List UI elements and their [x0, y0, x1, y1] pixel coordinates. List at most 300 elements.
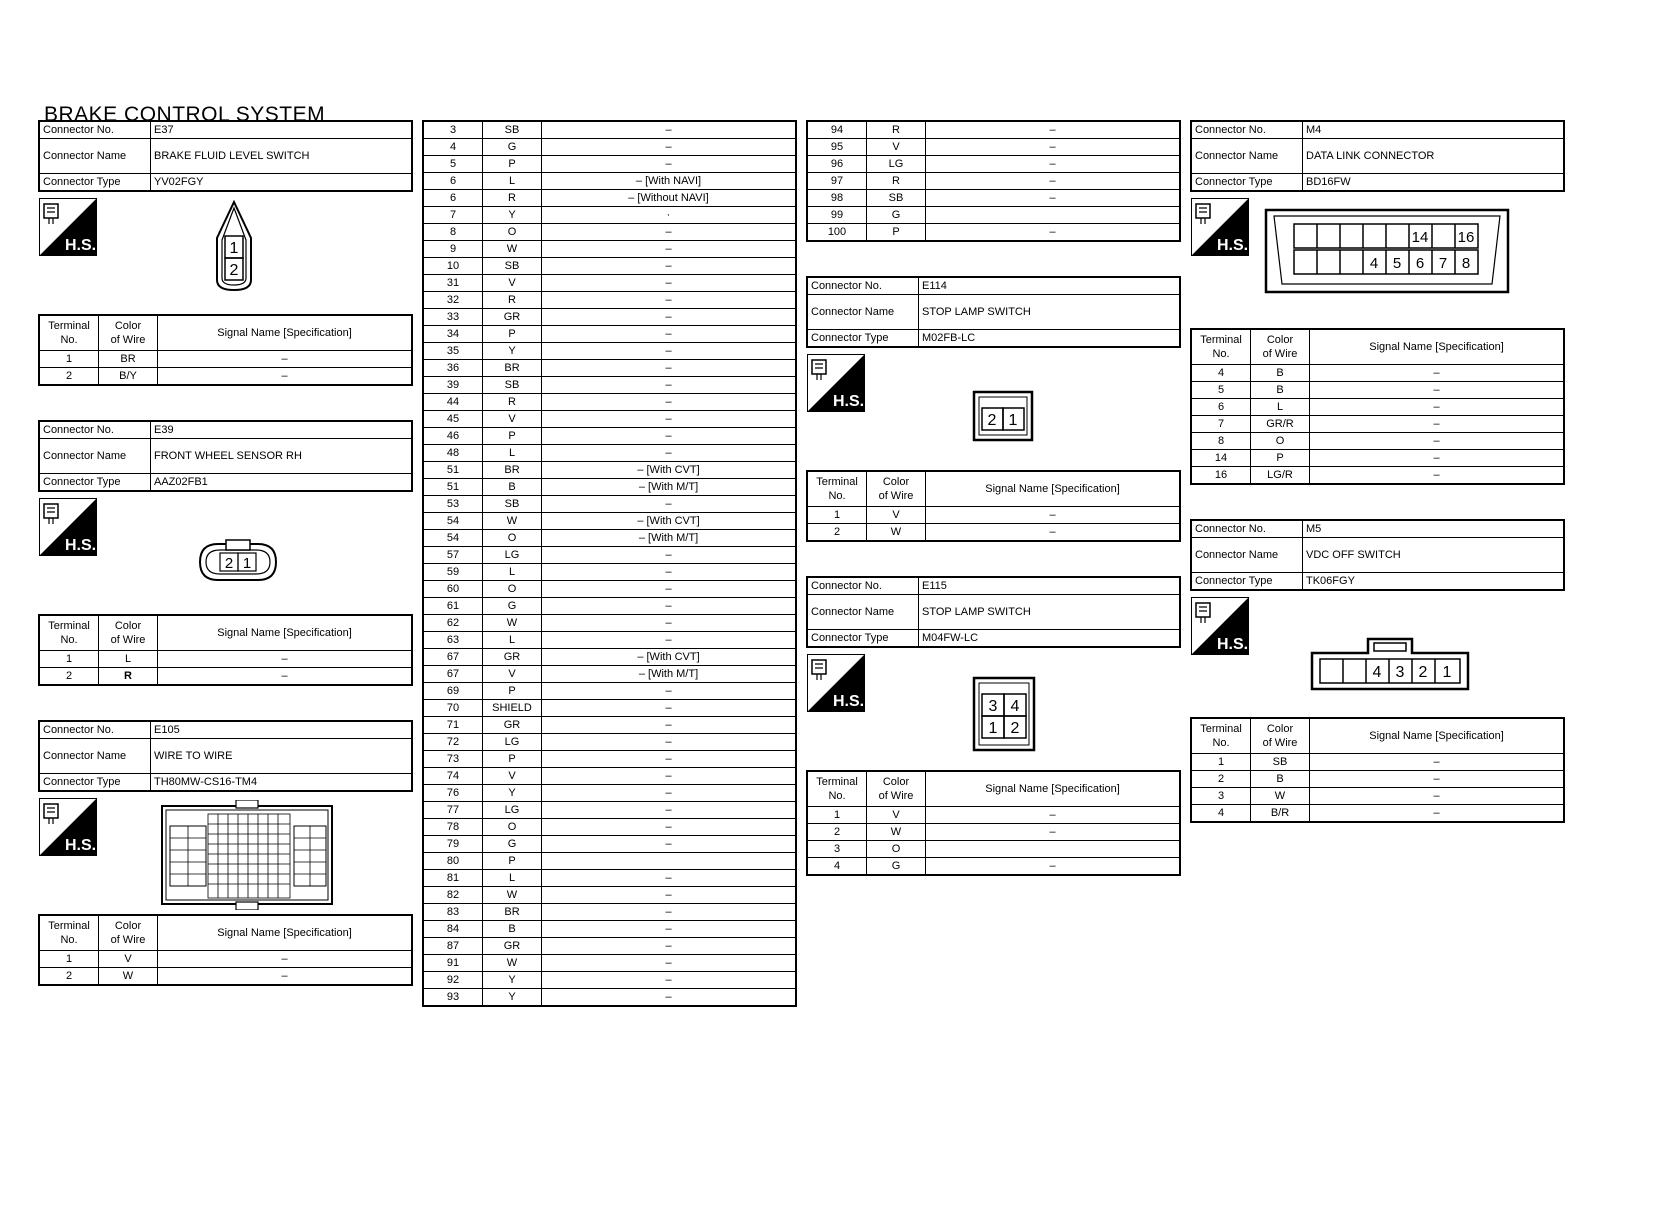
signal-name: – — [542, 292, 797, 309]
terminal-no: 96 — [807, 156, 867, 173]
wire-color: Y — [483, 785, 542, 802]
terminal-no: 98 — [807, 190, 867, 207]
terminal-no: 6 — [423, 173, 483, 190]
table-row — [423, 190, 796, 207]
connector-info-e114: Connector No. E114 Connector Name STOP LAMP SWITCH Connector Type M02FB-LC — [806, 276, 1181, 348]
signal-name: – — [542, 394, 797, 411]
wire-color: G — [483, 139, 542, 156]
terminal-no: 10 — [423, 258, 483, 275]
svg-text:1: 1 — [229, 240, 239, 257]
terminal-no: 72 — [423, 734, 483, 751]
signal-name: – — [542, 598, 797, 615]
table-row: 3 O — [807, 841, 1180, 858]
column-1 — [38, 120, 413, 986]
harness-side-icon — [1191, 597, 1249, 655]
wire-color: SB — [483, 258, 542, 275]
page-title: BRAKE CONTROL SYSTEM — [44, 103, 326, 126]
table-row — [423, 258, 796, 275]
signal-name: – — [542, 938, 797, 955]
table-row — [423, 445, 796, 462]
signal-name: – — [542, 275, 797, 292]
table-row: 4 B/R – — [1191, 805, 1564, 823]
table-row — [423, 513, 796, 530]
table-row — [423, 989, 796, 1007]
signal-name: – [With M/T] — [542, 666, 797, 683]
harness-side-icon — [807, 654, 865, 712]
table-row: 1 SB – — [1191, 754, 1564, 771]
svg-text:H.S.: H.S. — [1217, 237, 1249, 254]
terminal-no: 32 — [423, 292, 483, 309]
table-row — [423, 156, 796, 173]
terminal-no: 73 — [423, 751, 483, 768]
terminal-no: 36 — [423, 360, 483, 377]
signal-name: – — [542, 360, 797, 377]
table-row: 2 B/Y – — [39, 368, 412, 386]
table-row — [423, 666, 796, 683]
table-row — [423, 819, 796, 836]
table-row — [423, 462, 796, 479]
svg-text:2: 2 — [1010, 720, 1020, 737]
wire-color: P — [483, 326, 542, 343]
signal-name: – — [542, 258, 797, 275]
wire-color: BR — [483, 904, 542, 921]
table-row — [423, 343, 796, 360]
signal-name: – — [542, 121, 797, 139]
connector-info-m4: Connector No. M4 Connector Name DATA LINK CONNECTOR Connector Type BD16FW — [1190, 120, 1565, 192]
connector-diagram-e37 — [213, 200, 255, 292]
table-row — [423, 394, 796, 411]
wire-color: W — [483, 955, 542, 972]
signal-name: – [With NAVI] — [542, 173, 797, 190]
svg-text:8: 8 — [1461, 255, 1471, 272]
wire-color: P — [483, 156, 542, 173]
table-row — [423, 139, 796, 156]
terminal-no: 51 — [423, 479, 483, 496]
terminal-no: 3 — [423, 121, 483, 139]
harness-side-icon — [39, 498, 97, 556]
svg-text:2: 2 — [1418, 664, 1428, 681]
table-row — [423, 802, 796, 819]
wire-color: R — [483, 394, 542, 411]
terminal-no: 6 — [423, 190, 483, 207]
signal-name: – — [542, 224, 797, 241]
signal-name: – — [542, 496, 797, 513]
table-row — [807, 190, 1180, 207]
signal-name: – — [542, 377, 797, 394]
terminal-no: 92 — [423, 972, 483, 989]
signal-name: – — [542, 904, 797, 921]
signal-name: – — [542, 326, 797, 343]
connector-diagram-m5 — [1310, 635, 1470, 691]
svg-text:1: 1 — [1442, 664, 1452, 681]
signal-name: – — [542, 564, 797, 581]
wire-color: SB — [867, 190, 926, 207]
table-row: 1 V – — [807, 507, 1180, 524]
terminal-no: 39 — [423, 377, 483, 394]
wire-color: BR — [483, 360, 542, 377]
table-row: 4 G – — [807, 858, 1180, 876]
svg-text:3: 3 — [988, 698, 998, 715]
wire-color: B — [483, 921, 542, 938]
wire-color: P — [867, 224, 926, 242]
wire-color: P — [483, 751, 542, 768]
table-row: 8 O – — [1191, 433, 1564, 450]
wire-color: W — [483, 615, 542, 632]
signal-name: – — [542, 411, 797, 428]
terminal-no: 97 — [807, 173, 867, 190]
table-row — [423, 173, 796, 190]
table-row: 1 L – — [39, 651, 412, 668]
wire-color: R — [483, 292, 542, 309]
terminal-no: 94 — [807, 121, 867, 139]
wire-color: G — [483, 836, 542, 853]
svg-text:H.S.: H.S. — [65, 237, 97, 254]
signal-name: – — [542, 751, 797, 768]
signal-name: – [With M/T] — [542, 479, 797, 496]
wire-color: BR — [483, 462, 542, 479]
signal-name: – — [542, 428, 797, 445]
harness-side-icon — [39, 198, 97, 256]
terminal-no: 46 — [423, 428, 483, 445]
table-row — [423, 870, 796, 887]
connector-info-e105: Connector No. E105 Connector Name WIRE TO WIRE Connector Type TH80MW-CS16-TM4 — [38, 720, 413, 792]
terminal-no: 45 — [423, 411, 483, 428]
table-row — [423, 275, 796, 292]
wire-color: GR — [483, 309, 542, 326]
label: Connector Name — [39, 139, 151, 174]
connector-info-e39: Connector No. E39 Connector Name FRONT WHEEL SENSOR RH Connector Type AAZ02FB1 — [38, 420, 413, 492]
svg-text:1: 1 — [242, 555, 252, 572]
signal-name: – [With CVT] — [542, 649, 797, 666]
signal-name: – — [542, 972, 797, 989]
signal-name: – — [542, 989, 797, 1007]
wire-color: R — [867, 173, 926, 190]
table-row — [423, 717, 796, 734]
wire-color: LG — [867, 156, 926, 173]
connector-info-m5: Connector No. M5 Connector Name VDC OFF SWITCH Connector Type TK06FGY — [1190, 519, 1565, 591]
terminal-no: 59 — [423, 564, 483, 581]
table-row — [423, 751, 796, 768]
wire-table-e39: Terminal No. Color of Wire Signal Name [Specification] 1 L – 2 R – — [38, 614, 413, 686]
column-3 — [806, 120, 1181, 876]
wire-color: L — [483, 564, 542, 581]
table-row — [807, 156, 1180, 173]
terminal-no: 67 — [423, 649, 483, 666]
table-row — [423, 428, 796, 445]
terminal-no: 78 — [423, 819, 483, 836]
terminal-no: 62 — [423, 615, 483, 632]
wire-color: G — [867, 207, 926, 224]
wire-color: GR — [483, 649, 542, 666]
signal-name: – — [926, 156, 1181, 173]
table-row: 1 BR – — [39, 351, 412, 368]
signal-name: – — [542, 870, 797, 887]
terminal-no: 79 — [423, 836, 483, 853]
terminal-no: 81 — [423, 870, 483, 887]
terminal-no: 61 — [423, 598, 483, 615]
table-row — [423, 326, 796, 343]
table-row — [423, 377, 796, 394]
wire-color: Y — [483, 343, 542, 360]
table-row — [423, 360, 796, 377]
table-row: 1 V – — [39, 951, 412, 968]
wire-color: V — [867, 139, 926, 156]
signal-name: – — [542, 547, 797, 564]
wire-color: V — [483, 666, 542, 683]
table-row — [423, 785, 796, 802]
table-row: 2 R – — [39, 668, 412, 686]
svg-text:3: 3 — [1395, 664, 1405, 681]
wire-color: O — [483, 819, 542, 836]
table-row — [423, 479, 796, 496]
table-row — [423, 547, 796, 564]
terminal-no: 70 — [423, 700, 483, 717]
wire-color: L — [483, 870, 542, 887]
wire-color: P — [483, 428, 542, 445]
svg-text:2: 2 — [224, 555, 234, 572]
terminal-no: 76 — [423, 785, 483, 802]
svg-text:1: 1 — [988, 720, 998, 737]
svg-text:2: 2 — [987, 412, 997, 429]
terminal-no: 54 — [423, 513, 483, 530]
svg-text:6: 6 — [1415, 255, 1425, 272]
wire-color: L — [483, 173, 542, 190]
table-row — [423, 411, 796, 428]
terminal-no: 33 — [423, 309, 483, 326]
wire-table-m5: Terminal No. Color of Wire Signal Name [Specification] 1 SB – 2 B – 3 W – 4 B/R – — [1190, 717, 1565, 823]
table-row — [423, 836, 796, 853]
wire-color: V — [483, 275, 542, 292]
signal-name: – [With CVT] — [542, 462, 797, 479]
terminal-no: 34 — [423, 326, 483, 343]
signal-name: – — [542, 921, 797, 938]
table-row — [423, 921, 796, 938]
terminal-no: 100 — [807, 224, 867, 242]
svg-text:4: 4 — [1369, 255, 1379, 272]
table-row — [423, 904, 796, 921]
terminal-no: 93 — [423, 989, 483, 1007]
signal-name: – — [542, 785, 797, 802]
wire-color: B — [483, 479, 542, 496]
harness-side-icon — [807, 354, 865, 412]
terminal-no: 60 — [423, 581, 483, 598]
wire-color: SB — [483, 496, 542, 513]
signal-name: – — [542, 700, 797, 717]
table-row — [423, 309, 796, 326]
table-row: 14 P – — [1191, 450, 1564, 467]
terminal-no: 67 — [423, 666, 483, 683]
table-row — [423, 292, 796, 309]
terminal-no: 91 — [423, 955, 483, 972]
table-row: 1 V – — [807, 807, 1180, 824]
table-row — [423, 564, 796, 581]
wire-color: R — [483, 190, 542, 207]
wire-color: GR — [483, 717, 542, 734]
connector-no: E37 — [151, 121, 413, 139]
wire-color: LG — [483, 734, 542, 751]
wire-table-e114: Terminal No. Color of Wire Signal Name [Specification] 1 V – 2 W – — [806, 470, 1181, 542]
wire-color: Y — [483, 989, 542, 1007]
signal-name: · — [542, 207, 797, 224]
table-row — [423, 700, 796, 717]
connector-diagram-e114 — [972, 390, 1034, 442]
signal-name: – — [542, 802, 797, 819]
wire-color: O — [483, 224, 542, 241]
terminal-no: 63 — [423, 632, 483, 649]
connector-info-e37 — [38, 120, 413, 192]
terminal-no: 95 — [807, 139, 867, 156]
wire-color: W — [483, 513, 542, 530]
signal-name: – — [542, 717, 797, 734]
terminal-no: 87 — [423, 938, 483, 955]
signal-name: – — [542, 139, 797, 156]
terminal-no: 53 — [423, 496, 483, 513]
table-row — [423, 496, 796, 513]
table-row — [807, 139, 1180, 156]
table-row: 2 W – — [807, 524, 1180, 542]
terminal-no: 82 — [423, 887, 483, 904]
wire-color: P — [483, 853, 542, 870]
terminal-no: 44 — [423, 394, 483, 411]
wire-table-e37: Terminal No. Color of Wire Signal Name [Specification] 1 BR – 2 B/Y – — [38, 314, 413, 386]
terminal-no: 71 — [423, 717, 483, 734]
table-row: 2 W – — [39, 968, 412, 986]
signal-name: – — [542, 581, 797, 598]
terminal-no: 57 — [423, 547, 483, 564]
terminal-no: 48 — [423, 445, 483, 462]
table-row — [807, 224, 1180, 242]
svg-text:16: 16 — [1457, 229, 1475, 246]
svg-text:1: 1 — [1008, 412, 1018, 429]
table-row — [423, 768, 796, 785]
harness-side-icon — [1191, 198, 1249, 256]
table-row — [423, 734, 796, 751]
signal-name: – — [542, 734, 797, 751]
signal-name: – — [542, 819, 797, 836]
signal-name: – — [926, 190, 1181, 207]
signal-name: – — [926, 224, 1181, 242]
terminal-no: 8 — [423, 224, 483, 241]
table-row — [423, 683, 796, 700]
terminal-no: 54 — [423, 530, 483, 547]
table-row: 2 W – — [807, 824, 1180, 841]
wire-color: O — [483, 530, 542, 547]
svg-text:4: 4 — [1372, 664, 1382, 681]
terminal-no: 5 — [423, 156, 483, 173]
wire-color: L — [483, 445, 542, 462]
table-row — [423, 207, 796, 224]
svg-text:H.S.: H.S. — [65, 837, 97, 854]
terminal-no: 74 — [423, 768, 483, 785]
svg-text:7: 7 — [1438, 255, 1448, 272]
table-row — [423, 121, 796, 139]
svg-text:14: 14 — [1411, 229, 1429, 246]
connector-diagram-e115 — [972, 676, 1036, 752]
wire-color: GR — [483, 938, 542, 955]
table-row — [423, 887, 796, 904]
svg-text:5: 5 — [1392, 255, 1402, 272]
signal-name: – — [542, 683, 797, 700]
table-row — [807, 173, 1180, 190]
wire-color: LG — [483, 802, 542, 819]
wire-color: G — [483, 598, 542, 615]
svg-text:H.S.: H.S. — [833, 693, 865, 710]
column-2 — [422, 120, 797, 1007]
label: Connector Type — [39, 174, 151, 192]
signal-name: – — [542, 836, 797, 853]
terminal-no: 51 — [423, 462, 483, 479]
column-4 — [1190, 120, 1565, 823]
signal-name: – — [542, 955, 797, 972]
wire-color: W — [483, 887, 542, 904]
signal-name: – — [542, 632, 797, 649]
terminal-no: 9 — [423, 241, 483, 258]
wire-color: L — [483, 632, 542, 649]
connector-diagram-e105 — [160, 800, 334, 910]
table-row — [423, 938, 796, 955]
signal-name: – — [542, 343, 797, 360]
connector-type: YV02FGY — [151, 174, 413, 192]
svg-text:H.S.: H.S. — [1217, 636, 1249, 653]
terminal-no: 84 — [423, 921, 483, 938]
signal-name: – — [926, 139, 1181, 156]
signal-name: – — [542, 445, 797, 462]
table-row — [423, 598, 796, 615]
signal-name: – [With M/T] — [542, 530, 797, 547]
terminal-no: 77 — [423, 802, 483, 819]
table-row — [423, 581, 796, 598]
signal-name: – — [542, 241, 797, 258]
signal-name: – — [542, 887, 797, 904]
table-row — [423, 853, 796, 870]
terminal-no: 83 — [423, 904, 483, 921]
signal-name — [926, 207, 1181, 224]
wire-color: V — [483, 411, 542, 428]
table-row — [423, 632, 796, 649]
signal-name: – — [542, 156, 797, 173]
svg-text:4: 4 — [1010, 698, 1020, 715]
signal-name: – [With CVT] — [542, 513, 797, 530]
table-row — [807, 121, 1180, 139]
signal-name: – — [542, 309, 797, 326]
harness-side-icon — [39, 798, 97, 856]
table-row — [423, 649, 796, 666]
connector-diagram-m4 — [1264, 208, 1510, 294]
signal-name: – — [542, 615, 797, 632]
wire-color: O — [483, 581, 542, 598]
svg-text:2: 2 — [229, 262, 239, 279]
label: Connector No. — [39, 121, 151, 139]
signal-name: – — [926, 121, 1181, 139]
wire-color: LG — [483, 547, 542, 564]
wire-table-m4: Terminal No. Color of Wire Signal Name [Specification] 4 B – 5 B – 6 L – 7 GR/R – 8 O – 14 P – 16 LG/R – — [1190, 328, 1565, 485]
connector-diagram-e39 — [198, 538, 278, 586]
table-row: 16 LG/R – — [1191, 467, 1564, 485]
terminal-no: 80 — [423, 853, 483, 870]
table-row — [423, 530, 796, 547]
signal-name: – — [926, 173, 1181, 190]
table-row — [423, 241, 796, 258]
wire-table-e115: Terminal No. Color of Wire Signal Name [Specification] 1 V – 2 W – 3 O 4 G – — [806, 770, 1181, 876]
wire-color: SB — [483, 121, 542, 139]
terminal-no: 35 — [423, 343, 483, 360]
table-row — [423, 224, 796, 241]
terminal-no: 31 — [423, 275, 483, 292]
table-row — [423, 972, 796, 989]
table-row: 4 B – — [1191, 365, 1564, 382]
wire-color: V — [483, 768, 542, 785]
table-row: 3 W – — [1191, 788, 1564, 805]
